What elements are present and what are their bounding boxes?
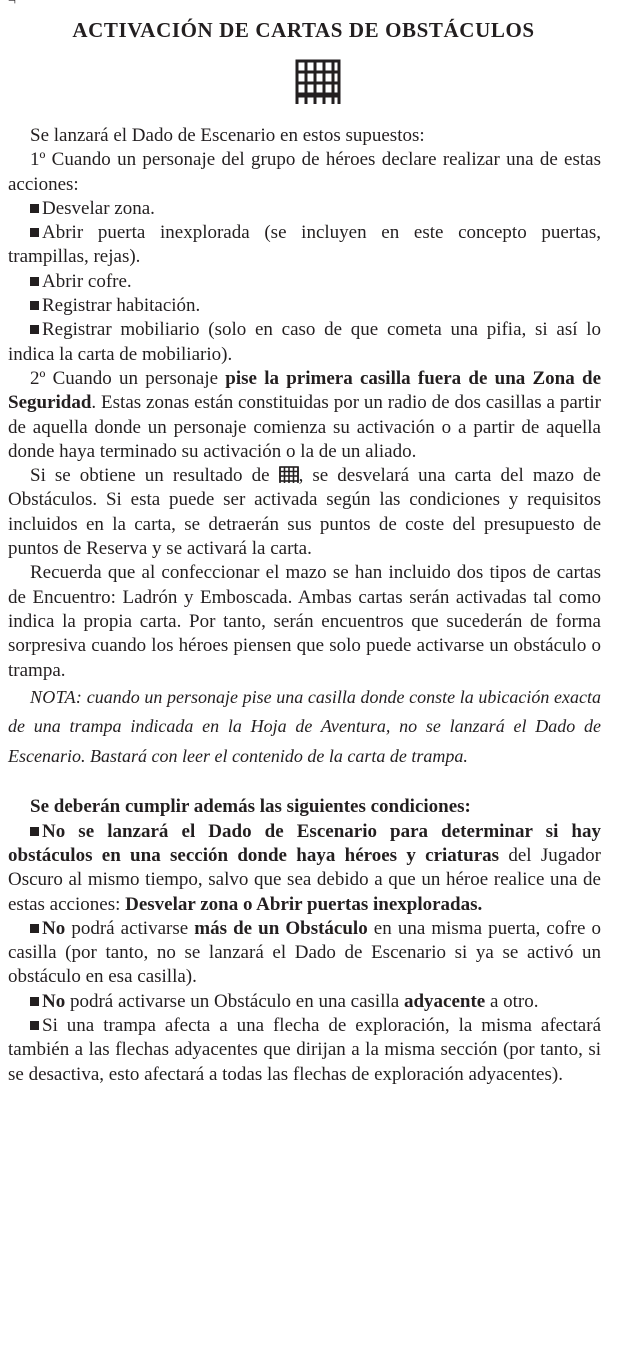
- square-bullet-icon: [30, 997, 39, 1006]
- second-case-paragraph: 2º Cuando un personaje pise la primera casilla fuera de una Zona de Seguridad. Estas zonas están constituidas por un radio de dos casillas a partir de aquella donde un personaje comienza su activación o a partir de aquella donde haya terminado su activación o la de un aliado.: [8, 367, 601, 462]
- square-bullet-icon: [30, 301, 39, 310]
- note-paragraph: NOTA: cuando un personaje pise una casilla donde conste la ubicación exacta de una trampa indicada en la Hoja de Aventura, no se lanzará el Dado de Escenario. Bastará con leer el contenido de la carta de trampa.: [8, 686, 601, 766]
- square-bullet-icon: [30, 827, 39, 836]
- condition-item: No se lanzará el Dado de Escenario para determinar si hay obstáculos en una sección donde haya héroes y criaturas del Jugador Oscuro al mismo tiempo, salvo que sea debido a que un héroe realice una de estas acciones: Desvelar zona o Abrir puertas inexploradas.: [8, 820, 601, 915]
- conditions-heading: Se deberán cumplir además las siguientes condiciones:: [30, 796, 471, 818]
- square-bullet-icon: [30, 924, 39, 933]
- gate-grid-icon: [279, 466, 299, 484]
- square-bullet-icon: [30, 325, 39, 334]
- list-item: Registrar mobiliario (solo en caso de que cometa una pifia, si así lo indica la carta de mobiliario).: [8, 319, 601, 365]
- top-mark: ¬: [8, 0, 16, 9]
- list-item: Abrir cofre.: [8, 270, 601, 294]
- square-bullet-icon: [30, 1021, 39, 1030]
- intro-paragraph: Se lanzará el Dado de Escenario en estos supuestos:: [30, 125, 425, 146]
- first-case-paragraph: 1º Cuando un personaje del grupo de héroes declare realizar una de estas acciones:: [8, 149, 601, 195]
- condition-item: No podrá activarse más de un Obstáculo en una misma puerta, cofre o casilla (por tanto, no se lanzará el Dado de Escenario si ya se activó un obstáculo en esa casilla).: [8, 917, 601, 988]
- section-title: ACTIVACIÓN DE CARTAS DE OBSTÁCULOS: [72, 18, 535, 42]
- square-bullet-icon: [30, 277, 39, 286]
- reminder-paragraph: Recuerda que al confeccionar el mazo se han incluido dos tipos de cartas de Encuentro: Ladrón y Emboscada. Ambas cartas serán activadas tal como indica la propia carta. Por tanto, serán encuentros que sucederán de forma sorpresiva cuando los héroes piensen que solo puede activarse un obstáculo o trampa.: [8, 562, 601, 681]
- square-bullet-icon: [30, 228, 39, 237]
- gate-grid-icon: [294, 58, 342, 106]
- list-item: Desvelar zona.: [8, 197, 601, 221]
- article-body: [8, 124, 601, 1087]
- list-item: Registrar habitación.: [8, 294, 601, 318]
- condition-item: No podrá activarse un Obstáculo en una casilla adyacente a otro.: [8, 990, 601, 1014]
- condition-item: Si una trampa afecta a una flecha de exploración, la misma afectará también a las flechas adyacentes que dirijan a la misma sección (por tanto, si se desactiva, esto afectará a todas las flechas de exploración adyacentes).: [8, 1015, 601, 1085]
- result-paragraph: Si se obtiene un resultado de , se desvelará una carta del mazo de Obstáculos. Si esta puede ser activada según las condiciones y requisitos incluidos en la carta, se detraerán sus puntos de coste del presupuesto de puntos de Reserva y se activará la carta.: [8, 465, 601, 560]
- square-bullet-icon: [30, 204, 39, 213]
- list-item: Abrir puerta inexplorada (se incluyen en este concepto puertas, trampillas, rejas).: [8, 222, 601, 268]
